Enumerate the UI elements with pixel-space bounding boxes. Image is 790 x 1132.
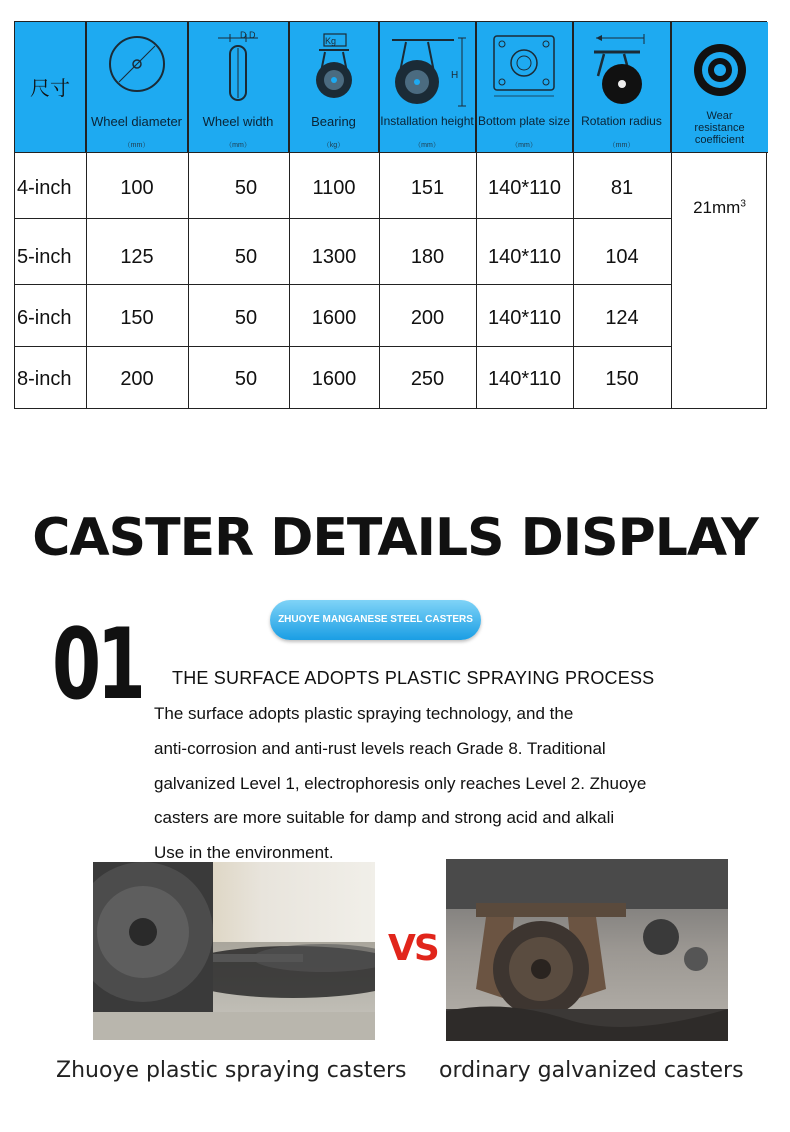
cell-wheel-diameter: 100	[120, 177, 154, 199]
plastic-caster-illustration	[93, 862, 375, 1040]
corner-header-cell	[15, 22, 86, 152]
grid-line	[15, 346, 671, 347]
cell-installation-height: 200	[410, 307, 445, 329]
bottom-plate-icon	[488, 32, 560, 102]
cell-bottom-plate: 140*110	[487, 246, 562, 268]
header-label: Installation height	[380, 114, 474, 128]
row-size-label: 4-inch	[17, 177, 72, 199]
grid-line	[188, 22, 189, 408]
cell-wheel-width: 50	[234, 177, 258, 199]
header-wear-resistance	[671, 22, 768, 152]
wheel-width-icon	[208, 32, 268, 104]
grid-line	[573, 22, 574, 408]
spec-table	[14, 21, 767, 409]
cell-bottom-plate: 140*110	[487, 368, 562, 390]
cell-wheel-width: 50	[234, 307, 258, 329]
page-heading: CASTER DETAILS DISPLAY	[32, 508, 758, 568]
wear-value	[671, 198, 768, 218]
cell-installation-height: 250	[410, 368, 445, 390]
paragraph-line: Use in the environment.	[154, 843, 334, 862]
header-rotation-radius	[573, 22, 671, 152]
header-unit: （mm）	[123, 142, 150, 149]
wheel-diameter-icon	[107, 32, 167, 96]
wear-header-line2: resistance	[694, 122, 745, 134]
header-unit: （mm）	[608, 142, 635, 149]
header-unit: （kg）	[322, 142, 345, 149]
grid-line	[15, 152, 768, 153]
header-wheel-diameter	[86, 22, 188, 152]
header-bearing	[289, 22, 379, 152]
cell-wheel-width: 50	[234, 246, 258, 268]
galvanized-caster-illustration	[446, 859, 728, 1041]
wear-header-line1: Wear	[706, 110, 733, 122]
header-wheel-width	[188, 22, 289, 152]
left-caption: Zhuoye plastic spraying casters	[56, 1058, 407, 1083]
cell-bearing: 1100	[312, 177, 356, 199]
row-size-label: 8-inch	[17, 368, 72, 390]
grid-line	[86, 22, 87, 408]
header-unit: （mm）	[225, 142, 251, 149]
header-label: Bottom plate size	[477, 114, 571, 128]
cell-wheel-diameter: 200	[120, 368, 154, 390]
wear-header-line3: coefficient	[694, 134, 745, 146]
section-number: 01	[52, 608, 142, 722]
section-title: THE SURFACE ADOPTS PLASTIC SPRAYING PROCESS	[172, 668, 655, 688]
row-size-label: 6-inch	[17, 307, 72, 329]
right-caption: ordinary galvanized casters	[439, 1058, 744, 1083]
header-label: Rotation radius	[581, 114, 662, 128]
galvanized-caster-photo	[446, 859, 728, 1041]
icon-kg-text: Kg	[325, 36, 337, 46]
wear-target-icon	[692, 42, 748, 98]
header-unit: （mm）	[511, 142, 537, 149]
header-label: Wheel width	[202, 114, 274, 129]
grid-line	[379, 22, 380, 408]
grid-line	[15, 284, 671, 285]
cell-bottom-plate: 140*110	[487, 177, 562, 199]
cell-rotation-radius: 150	[605, 368, 639, 390]
icon-h-text: H	[451, 70, 459, 81]
cell-rotation-radius: 104	[605, 246, 639, 268]
cell-wheel-width: 50	[234, 368, 258, 390]
wear-value-exponent: 3	[740, 198, 746, 210]
cell-installation-height: 151	[410, 177, 445, 199]
paragraph-line: The surface adopts plastic spraying technology, and the	[154, 704, 574, 723]
icon-dd-text: D D	[240, 30, 256, 40]
installation-height-icon	[382, 32, 472, 110]
paragraph-line: galvanized Level 1, electrophoresis only reaches Level 2. Zhuoye	[154, 774, 647, 793]
cell-bearing: 1600	[311, 368, 357, 390]
rotation-radius-icon	[582, 32, 662, 108]
cell-rotation-radius: 81	[610, 177, 634, 199]
grid-line	[476, 22, 477, 408]
plastic-caster-photo	[93, 862, 375, 1040]
header-unit: （mm）	[414, 142, 440, 149]
paragraph-line: anti-corrosion and anti-rust levels reach Grade 8. Traditional	[154, 739, 606, 758]
header-bottom-plate	[476, 22, 573, 152]
row-size-label: 5-inch	[17, 246, 72, 268]
grid-line	[289, 22, 290, 408]
header-label: Bearing	[311, 114, 356, 129]
cell-bottom-plate: 140*110	[487, 307, 562, 329]
cell-bearing: 1300	[311, 246, 357, 268]
corner-label: 尺寸	[30, 78, 70, 100]
wear-value-number: 21mm	[693, 198, 741, 217]
cell-bearing: 1600	[311, 307, 357, 329]
versus-label: VS	[388, 928, 438, 969]
cell-wheel-diameter: 125	[120, 246, 154, 268]
cell-installation-height: 180	[410, 246, 445, 268]
brand-badge: ZHUOYE MANGANESE STEEL CASTERS	[270, 600, 481, 640]
cell-wheel-diameter: 150	[120, 307, 154, 329]
cell-rotation-radius: 124	[605, 307, 639, 329]
header-installation-height	[379, 22, 476, 152]
paragraph-line: casters are more suitable for damp and strong acid and alkali	[154, 808, 615, 827]
grid-line	[15, 218, 671, 219]
header-label: Wheel diameter	[90, 114, 183, 129]
